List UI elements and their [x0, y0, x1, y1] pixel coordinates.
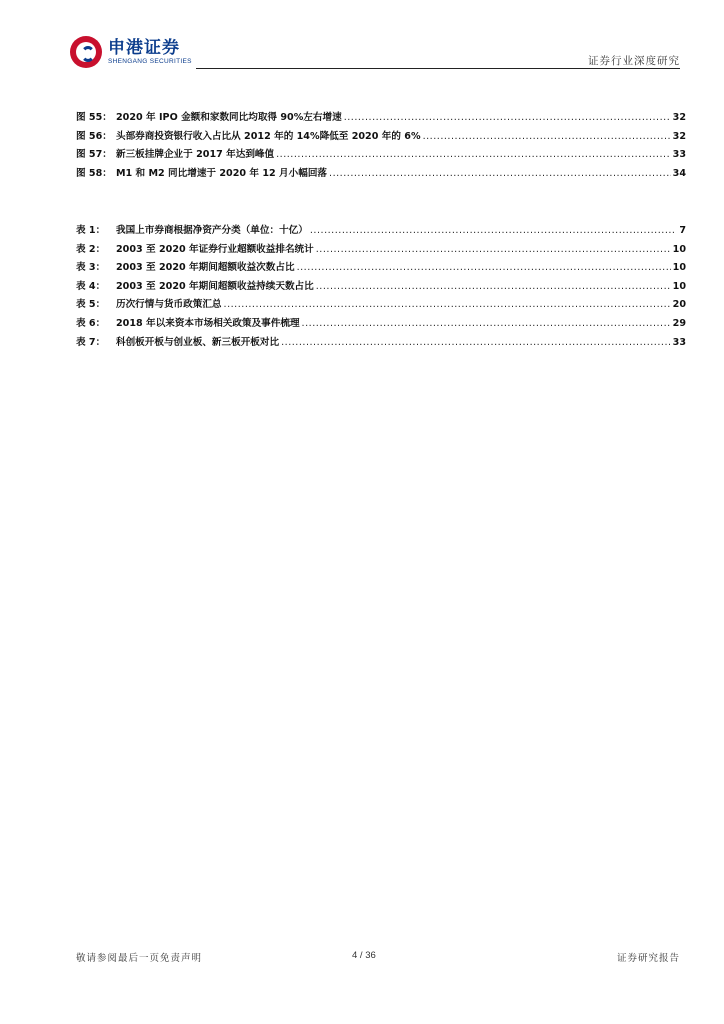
figure-list [76, 109, 686, 183]
header-divider [196, 68, 680, 69]
toc-entry-title: 2003 至 2020 年证券行业超额收益排名统计 [116, 243, 314, 255]
table-toc-entry[interactable] [76, 278, 686, 297]
toc-entry-label: 图 55： [76, 112, 112, 123]
figure-toc-entry[interactable] [76, 146, 686, 165]
toc-entry-title: 新三板挂牌企业于 2017 年达到峰值 [116, 149, 275, 161]
toc-entry-label: 表 2： [76, 243, 106, 255]
toc-entry-label: 表 7： [76, 336, 106, 348]
disclaimer-note: 敬请参阅最后一页免责声明 [76, 953, 203, 964]
logo-emblem-icon [70, 36, 102, 68]
figure-toc-entry[interactable] [76, 109, 686, 128]
toc-entry-label: 表 5： [76, 299, 106, 311]
report-type: 证券研究报告 [616, 953, 680, 964]
logo-chinese-name: 申港证券 [108, 37, 180, 58]
toc-entry-page: 33 [672, 336, 686, 348]
figure-toc-entry[interactable] [76, 128, 686, 147]
table-toc-entry[interactable] [76, 222, 686, 241]
logo-english-name: SHENGANG SECURITIES [108, 57, 192, 65]
dot-leader [281, 337, 671, 348]
toc-entry-page: 34 [672, 167, 686, 179]
toc-entry-page: 10 [672, 280, 686, 292]
toc-entry-title: 2003 至 2020 年期间超额收益持续天数占比 [116, 280, 314, 292]
toc-entry-page: 29 [672, 317, 686, 329]
toc-entry-label: 表 4： [76, 280, 106, 292]
table-toc-entry[interactable] [76, 334, 686, 353]
dot-leader [316, 281, 671, 292]
report-category: 证券行业深度研究 [588, 55, 680, 67]
dot-leader [310, 225, 674, 236]
toc-entry-label: 图 58： [76, 167, 112, 179]
toc-entry-title: 2018 年以来资本市场相关政策及事件梳理 [116, 317, 300, 329]
toc-entry-title: M1 和 M2 同比增速于 2020 年 12 月小幅回落 [116, 167, 328, 179]
toc-entry-title: 历次行情与货币政策汇总 [116, 299, 222, 311]
toc-entry-page: 32 [672, 112, 686, 123]
toc-entry-page: 10 [672, 262, 686, 274]
toc-entry-title: 科创板开板与创业板、新三板开板对比 [116, 336, 280, 348]
toc-entry-label: 图 56： [76, 130, 112, 142]
toc-entry-page: 32 [672, 130, 686, 142]
toc-entry-title: 我国上市券商根据净资产分类（单位：十亿） [116, 225, 308, 236]
toc-entry-label: 表 3： [76, 262, 106, 274]
table-toc-entry[interactable] [76, 315, 686, 334]
toc-entry-page: 10 [672, 243, 686, 255]
dot-leader [423, 131, 671, 142]
toc-entry-label: 图 57： [76, 149, 112, 161]
dot-leader [316, 244, 671, 255]
table-toc-entry[interactable] [76, 296, 686, 315]
table-list [76, 222, 686, 352]
table-toc-entry[interactable] [76, 241, 686, 260]
toc-entry-page: 7 [679, 225, 686, 236]
dot-leader [297, 262, 671, 273]
dot-leader [302, 318, 671, 329]
dot-leader [224, 299, 671, 310]
dot-leader [276, 149, 671, 160]
table-toc-entry[interactable] [76, 259, 686, 278]
logo-text [108, 39, 192, 66]
toc-entry-page: 33 [672, 149, 686, 161]
page-number: 4 / 36 [352, 950, 376, 961]
toc-entry-page: 20 [672, 299, 686, 311]
figure-toc-entry[interactable] [76, 165, 686, 184]
dot-leader [344, 112, 671, 123]
toc-entry-title: 2020 年 IPO 金额和家数同比均取得 90%左右增速 [116, 112, 342, 123]
dot-leader [329, 168, 671, 179]
company-logo [70, 35, 192, 69]
toc-entry-label: 表 6： [76, 317, 106, 329]
toc-entry-label: 表 1： [76, 225, 106, 236]
toc-entry-title: 2003 至 2020 年期间超额收益次数占比 [116, 262, 295, 274]
toc-entry-title: 头部券商投资银行收入占比从 2012 年的 14%降低至 2020 年的 6% [116, 130, 421, 142]
